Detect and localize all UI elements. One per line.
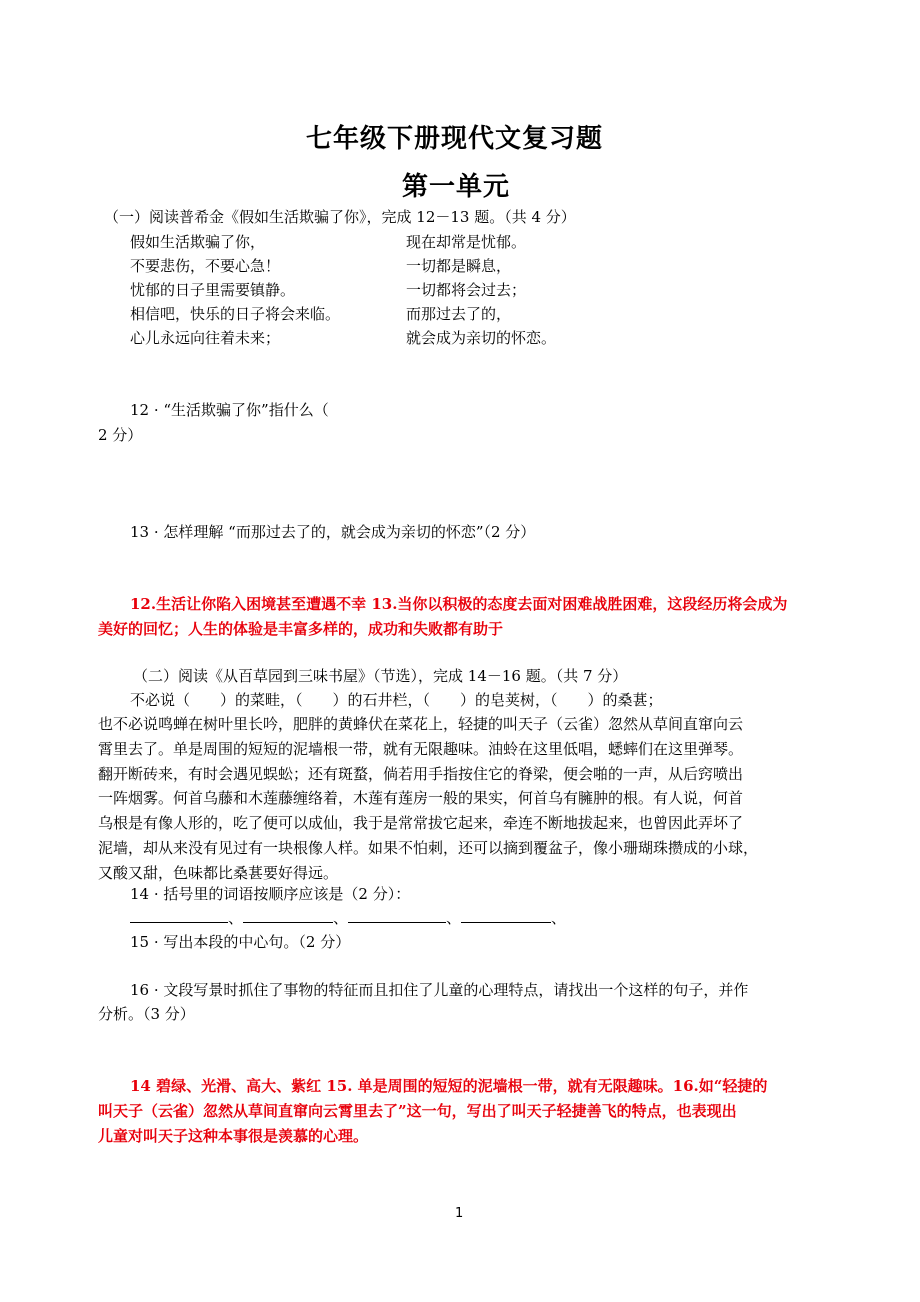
passage-line: 一阵烟雾。何首乌藤和木莲藤缠络着，木莲有莲房一般的果实，何首乌有臃肿的根。有人说，何首: [98, 789, 744, 808]
unit-title: 第一单元: [402, 172, 511, 202]
answer-section1-line2: 美好的回忆；人生的体验是丰富多样的，成功和失败都有助于: [98, 620, 504, 638]
page-title: 七年级下册现代文复习题: [306, 124, 604, 154]
page-number: 1: [455, 1206, 464, 1221]
section2-heading: （二）阅读《从百草园到三味书屋》（节选），完成 14－16 题。（共 7 分）: [133, 667, 628, 685]
poem-line: 相信吧，快乐的日子将会来临。: [130, 305, 341, 323]
question-13: 13 · 怎样理解 “而那过去了的，就会成为亲切的怀恋”（2 分）: [130, 523, 536, 541]
poem-line: 一切都是瞬息，: [406, 257, 512, 275]
passage-line: 翻开断砖来，有时会遇见蜈蚣；还有斑蝥，倘若用手指按住它的脊梁，便会啪的一声，从后窍喷出: [98, 764, 744, 783]
blank-separator: 、: [333, 909, 349, 927]
answer-blank-3[interactable]: [348, 908, 446, 923]
poem-line: 忧郁的日子里需要镇静。: [130, 281, 296, 299]
poem-line: 不要悲伤，不要心急！: [130, 257, 281, 275]
poem-line: 就会成为亲切的怀恋。: [406, 329, 557, 347]
question-16-cont: 分析。（3 分）: [98, 1005, 195, 1023]
answer-section1-line1: 12.生活让你陷入困境甚至遭遇不幸 13.当你以积极的态度去面对困难战胜困难，这段经历将会成为: [130, 595, 788, 613]
question-12-score: 2 分）: [98, 426, 143, 444]
answer-blank-2[interactable]: [243, 908, 333, 923]
answer-blank-1[interactable]: [130, 908, 228, 923]
question-16: 16 · 文段写景时抓住了事物的特征而且扣住了儿童的心理特点，请找出一个这样的句子，并作: [130, 981, 749, 999]
poem-right-column: [406, 230, 556, 350]
passage-line: 乌根是有像人形的，吃了便可以成仙，我于是常常拔它起来，牵连不断地拔起来，也曾因此弄坏了: [98, 814, 744, 833]
passage-first-line: 不必说（ ）的菜畦，（ ）的石井栏，（ ）的皂荚树，（ ）的桑葚；: [130, 691, 663, 709]
poem-left-column: [130, 230, 340, 350]
passage-line: 也不必说鸣蝉在树叶里长吟，肥胖的黄蜂伏在菜花上，轻捷的叫天子（云雀）忽然从草间直窜向云: [98, 715, 744, 733]
answer-blank-4[interactable]: [461, 908, 551, 923]
question-12: 12 · “生活欺骗了你”指什么（: [130, 401, 329, 419]
answer-section2-line3: 儿童对叫天子这种本事很是羡慕的心理。: [98, 1127, 369, 1145]
poem-line: 假如生活欺骗了你，: [130, 233, 266, 251]
section1-heading: （一）阅读普希金《假如生活欺骗了你》，完成 12－13 题。（共 4 分）: [104, 208, 576, 226]
blank-separator: 、: [551, 909, 567, 927]
poem-line: 而那过去了的，: [406, 305, 512, 323]
question-15: 15 · 写出本段的中心句。（2 分）: [130, 933, 351, 951]
blank-separator: 、: [446, 909, 462, 927]
passage-line: 泥墙，却从来没有见过有一块根像人样。如果不怕刺，还可以摘到覆盆子，像小珊瑚珠攒成的小球，: [98, 838, 759, 857]
passage-body: [98, 712, 758, 886]
blank-separator: 、: [228, 909, 244, 927]
poem-line: 现在却常是忧郁。: [406, 233, 527, 251]
answer-blanks: [130, 906, 566, 930]
answer-section2-line2: 叫天子（云雀）忽然从草间直窜向云霄里去了”这一句，写出了叫天子轻捷善飞的特点，也表现出: [98, 1102, 737, 1120]
passage-line: 霄里去了。单是周围的短短的泥墙根一带，就有无限趣味。油蛉在这里低唱，蟋蟀们在这里弹琴。: [98, 739, 744, 758]
passage-line: 又酸又甜，色味都比桑葚要好得远。: [98, 863, 339, 882]
question-14: 14 · 括号里的词语按顺序应该是（2 分）：: [130, 885, 411, 903]
answer-section2-line1: 14 碧绿、光滑、高大、紫红 15. 单是周围的短短的泥墙根一带，就有无限趣味。16.如“轻捷的: [130, 1077, 768, 1095]
poem-line: 心儿永远向往着未来；: [130, 329, 281, 347]
poem-line: 一切都将会过去；: [406, 281, 527, 299]
